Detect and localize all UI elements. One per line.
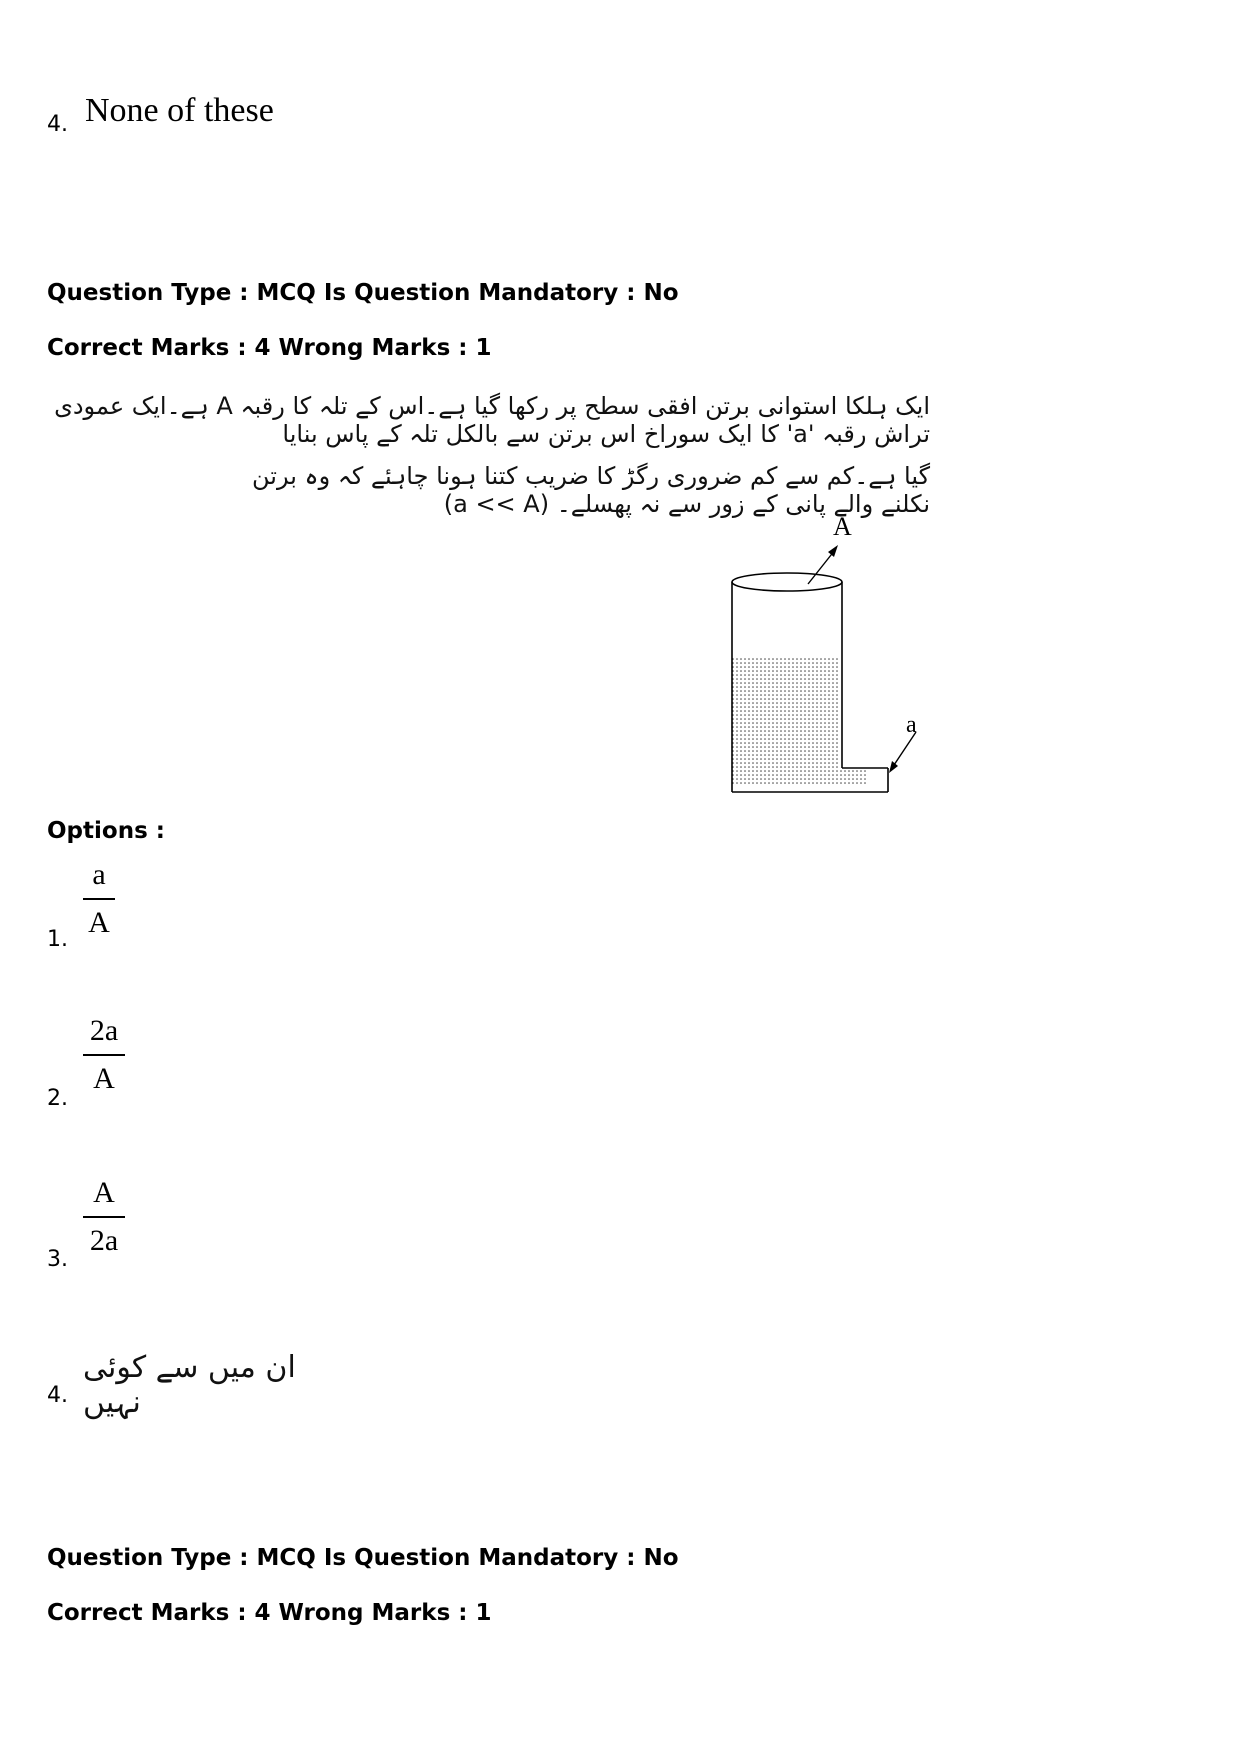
prev-option-4-text: None of these xyxy=(85,92,274,129)
question-urdu-line-2: گیا ہے۔کم سے کم ضروری رگڑ کا ضریب کتنا ہونا چاہئے کہ وہ برتن نکلنے والے پانی کے زور سے نہ پھسلے۔ (a << A) xyxy=(252,462,930,518)
prev-option-4-number: 4. xyxy=(47,112,68,137)
option-2-denominator: A xyxy=(93,1062,115,1095)
fraction-bar xyxy=(83,898,115,900)
fraction-bar xyxy=(83,1216,125,1218)
option-2-numerator: 2a xyxy=(89,1014,119,1047)
arrow-a-top xyxy=(808,550,835,584)
option-1-numerator: a xyxy=(92,858,106,891)
marks-line-2: Correct Marks : 4 Wrong Marks : 1 xyxy=(47,1600,492,1626)
option-4-urdu-text: ان میں سے کوئی نہیں xyxy=(83,1350,296,1420)
vessel-diagram xyxy=(720,510,940,800)
option-2-number: 2. xyxy=(47,1086,68,1111)
option-2-fraction xyxy=(83,1016,125,1094)
option-3-denominator: 2a xyxy=(89,1224,119,1257)
option-1-denominator: A xyxy=(88,906,110,939)
figure-label-a: a xyxy=(906,712,917,738)
question-type-line: Question Type : MCQ Is Question Mandatory : No xyxy=(47,280,679,306)
water-fill xyxy=(732,658,840,786)
option-3-numerator: A xyxy=(93,1176,115,1209)
option-3-number: 3. xyxy=(47,1247,68,1272)
marks-line: Correct Marks : 4 Wrong Marks : 1 xyxy=(47,335,492,361)
vessel-top-ellipse xyxy=(732,573,842,591)
arrow-a-top-head xyxy=(828,545,838,557)
question-type-line-2: Question Type : MCQ Is Question Mandatory : No xyxy=(47,1545,679,1571)
outlet-water xyxy=(840,768,868,786)
arrow-a-side-head xyxy=(889,761,898,773)
option-1-fraction xyxy=(83,860,115,938)
options-heading: Options : xyxy=(47,818,165,844)
option-3-fraction xyxy=(83,1178,125,1256)
fraction-bar xyxy=(83,1054,125,1056)
figure-label-A: A xyxy=(833,512,852,541)
question-urdu-line-1: ایک ہلکا استوانی برتن افقی سطح پر رکھا گیا ہے۔اس کے تلہ کا رقبہ A ہے۔ایک عمودی تراش رقبہ 'a' کا ایک سوراخ اس برتن سے بالکل تلہ کے پاس بنایا xyxy=(54,392,930,448)
option-1-number: 1. xyxy=(47,927,68,952)
option-4-number: 4. xyxy=(47,1383,68,1408)
